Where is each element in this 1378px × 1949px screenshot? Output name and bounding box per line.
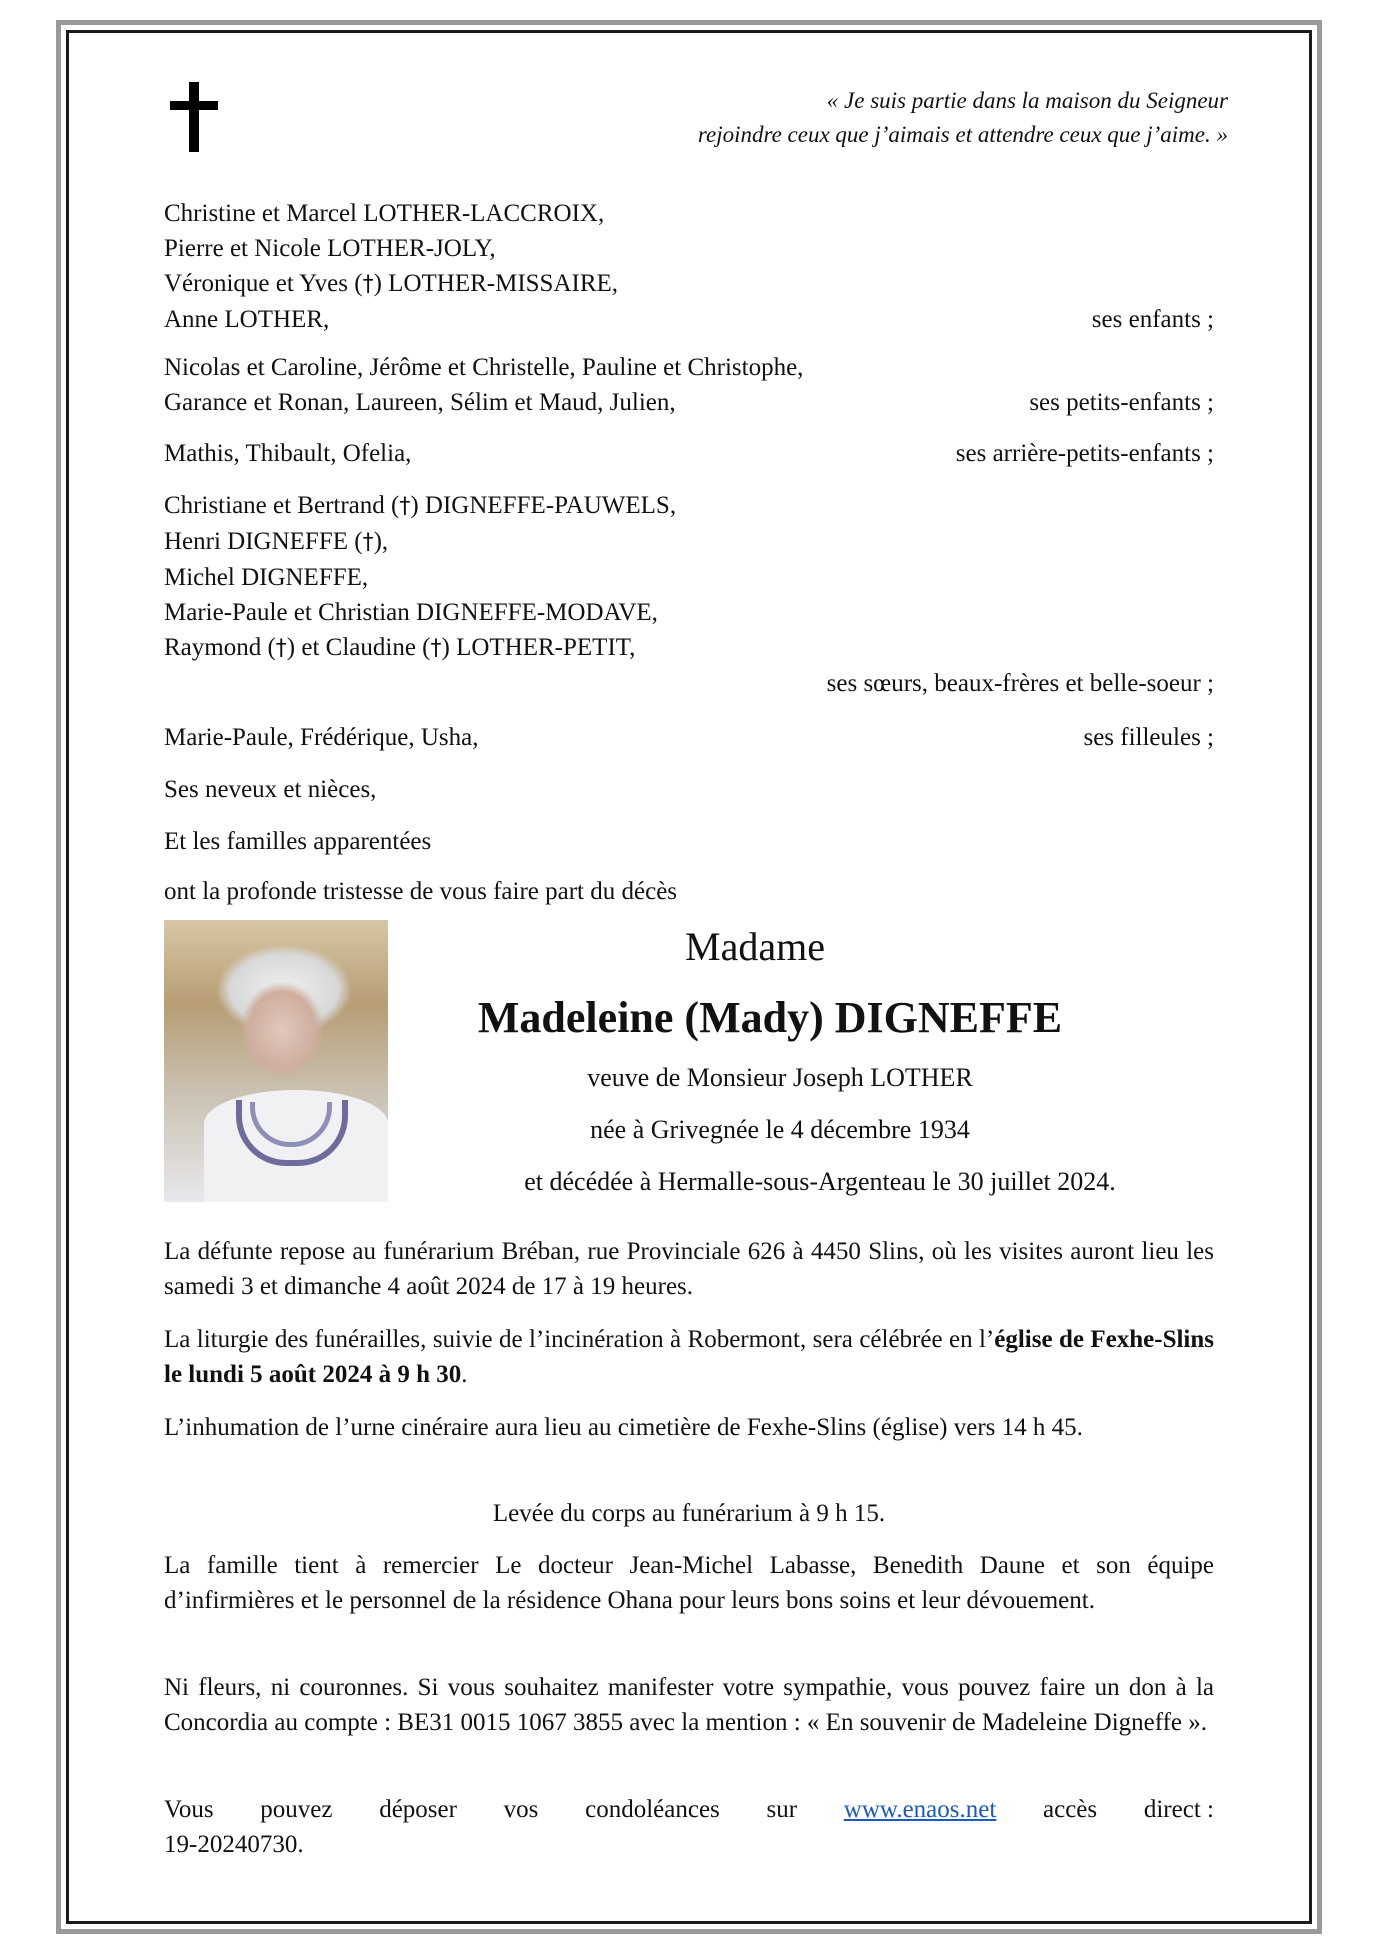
small-cross-icon: †	[362, 530, 374, 555]
death-line: et décédée à Hermalle-sous-Argenteau le 30 juillet 2024.	[524, 1167, 1116, 1196]
role-label: ses sœurs, beaux-frères et belle-soeur ;	[826, 670, 1214, 697]
siblings-block: Christiane et Bertrand (†) DIGNEFFE-PAUWELS, Henri DIGNEFFE (†), Michel DIGNEFFE, Marie-Paule et Christian DIGNEFFE-MODAVE, Raymond (†) et Claudine (†) LOTHER-PETIT, ses sœurs, beaux-frères et belle-soeur ;	[164, 488, 1214, 701]
goddaughters-block: Marie-Paule, Frédérique, Usha, ses filleules ;	[164, 720, 1214, 755]
widow-line: veuve de Monsieur Joseph LOTHER	[587, 1063, 973, 1092]
burial-paragraph: L’inhumation de l’urne cinéraire aura lieu au cimetière de Fexhe-Slins (église) vers 14 h 45.	[164, 1414, 1083, 1441]
role-label: ses arrière-petits-enfants ;	[955, 440, 1214, 467]
civility: Madame	[685, 924, 825, 969]
condolences-link[interactable]: www.enaos.net	[843, 1796, 997, 1823]
small-cross-icon: †	[275, 636, 287, 661]
role-label: ses petits-enfants ;	[1029, 389, 1214, 416]
liturgy-paragraph: La liturgie des funérailles, suivie de l’incinération à Robermont, sera célébrée en l’église de Fexhe-Slins le lundi 5 août 2024 à 9 h 30.	[164, 1326, 1214, 1388]
visitation-paragraph: La défunte repose au funérarium Bréban, rue Provinciale 626 à 4450 Slins, où les visites auront lieu les samedi 3 et dimanche 4 août 2024 de 17 à 19 heures.	[164, 1238, 1214, 1300]
thanks-paragraph: La famille tient à remercier Le docteur Jean-Michel Labasse, Benedith Daune et son équipe d’infirmières et le personnel de la résidence Ohana pour leurs bons soins et leur dévouement.	[164, 1552, 1214, 1614]
families-line: Et les familles apparentées	[164, 828, 432, 855]
birth-line: née à Grivegnée le 4 décembre 1934	[590, 1115, 970, 1144]
small-cross-icon: †	[362, 272, 374, 297]
portrait-photo	[164, 920, 388, 1202]
direct-access-code: 19-20240730.	[164, 1831, 304, 1858]
epigraph-quote: « Je suis partie dans la maison du Seigneur rejoindre ceux que j’aimais et attendre ceux que j’aime. »	[697, 88, 1228, 147]
role-label: ses enfants ;	[1091, 306, 1214, 333]
small-cross-icon: †	[399, 494, 411, 519]
role-label: ses filleules ;	[1083, 724, 1214, 751]
deceased-name: Madeleine (Mady) DIGNEFFE	[477, 993, 1063, 1042]
condolences-paragraph: Vous pouvez déposer vos condoléances sur www.enaos.net accès direct : 19-20240730.	[164, 1792, 1214, 1862]
nephews-line: Ses neveux et nièces,	[164, 776, 377, 803]
small-cross-icon: †	[430, 636, 442, 661]
donation-paragraph: Ni fleurs, ni couronnes. Si vous souhaitez manifester votre sympathie, vous pouvez faire un don à la Concordia au compte : BE31 0015 1067 3855 avec la mention : « En souvenir de Madeleine Digneffe ».	[164, 1674, 1214, 1736]
children-block: Christine et Marcel LOTHER-LACCROIX, Pierre et Nicole LOTHER-JOLY, Véronique et Yves (†) LOTHER-MISSAIRE, Anne LOTHER, ses enfants ;	[164, 196, 1214, 337]
cross-icon	[170, 82, 218, 152]
levee-line: Levée du corps au funérarium à 9 h 15.	[492, 1500, 886, 1527]
grandchildren-block: Nicolas et Caroline, Jérôme et Christelle, Pauline et Christophe, Garance et Ronan, Laureen, Sélim et Maud, Julien, ses petits-enfants ;	[164, 350, 1214, 420]
announcement-line: ont la profonde tristesse de vous faire part du décès	[164, 878, 678, 905]
great-grandchildren-block: Mathis, Thibault, Ofelia, ses arrière-petits-enfants ;	[164, 436, 1214, 471]
